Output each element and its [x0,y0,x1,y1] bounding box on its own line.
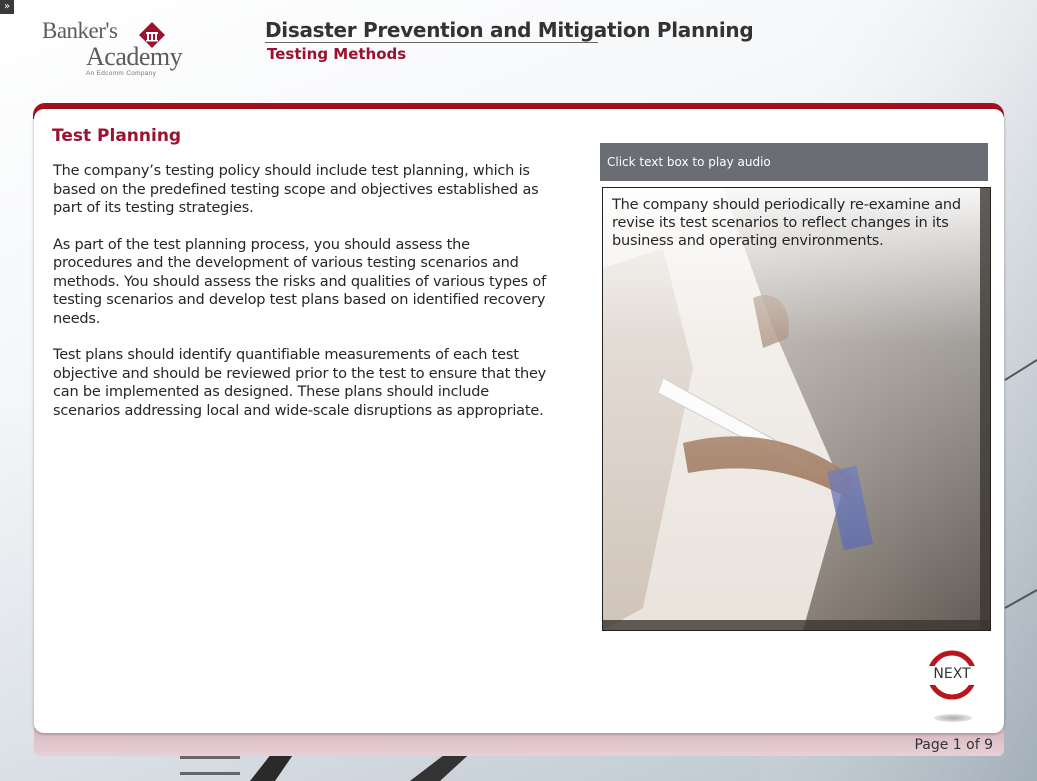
next-button[interactable] [926,649,978,705]
next-label: NEXT [933,666,971,682]
title-underline [265,42,598,43]
body-text [53,162,553,438]
body-paragraph: The company’s testing policy should include test planning, which is based on the predefined testing scope and objectives established as part of its testing strategies. [53,163,539,216]
logo-subtitle: An Edcomm Company [86,70,157,77]
audio-text-box[interactable] [602,187,991,631]
body-paragraph: Test plans should identify quantifiable measurements of each test objective and should be reviewed prior to the test to ensure that they can be implemented as designed. These plans should include scenarios addressing local and wide-scale disruptions as appropriate. [53,347,547,419]
business-person-photo [603,188,990,630]
page-indicator: Page 1 of 9 [914,737,993,753]
logo-line1: Banker's [42,18,118,43]
next-button-shadow [934,714,972,722]
audio-prompt-bar[interactable]: Click text box to play audio [600,143,988,181]
course-title-rest: Planning [650,18,754,42]
section-heading: Test Planning [52,126,182,146]
bankers-academy-logo [42,18,202,80]
double-chevron-right-icon: » [3,1,11,12]
course-title [265,18,753,42]
module-title: Testing Methods [267,45,407,63]
logo-line2: Academy [86,42,183,71]
menu-toggle-button[interactable] [0,0,14,14]
course-title-main: Disaster Prevention and Mitigation [265,18,651,42]
body-paragraph: As part of the test planning process, you should assess the procedures and the development of various testing scenarios and methods. You should assess the risks and qualities of various types of testing scenarios and develop test plans based on identified recovery needs. [53,236,546,327]
callout-text: The company should periodically re-examine and revise its test scenarios to reflect changes in its business and operating environments. [612,197,961,249]
